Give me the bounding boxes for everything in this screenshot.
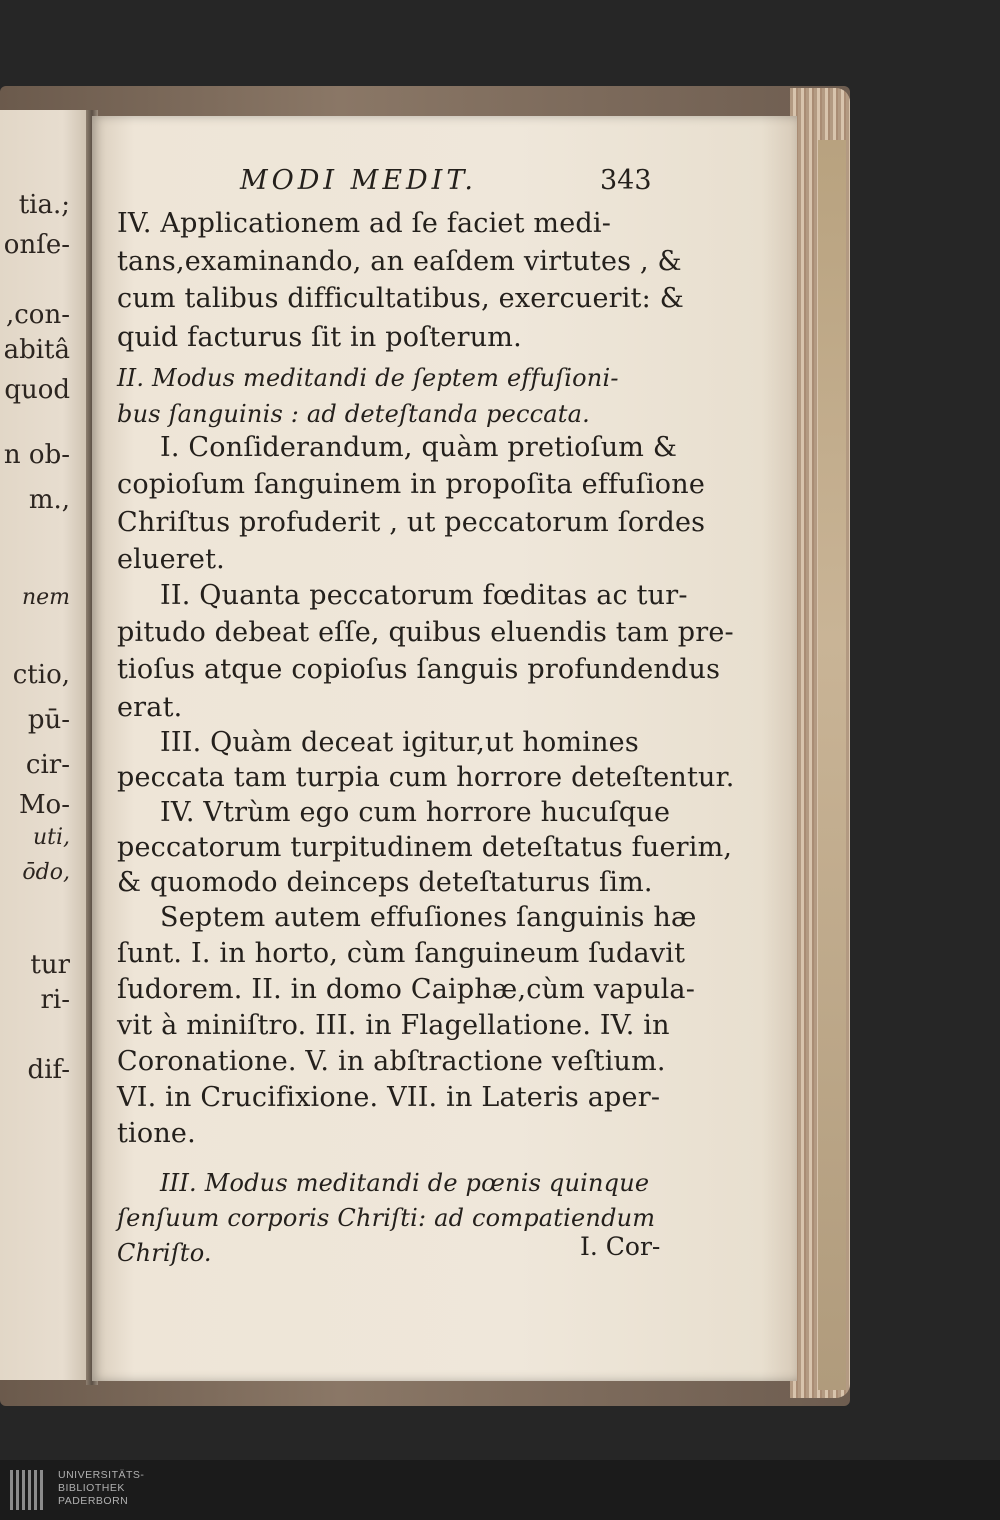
text-line: peccata tam turpia cum horrore deteſtentur. <box>117 762 735 793</box>
text-line: peccatorum turpitudinem deteſtatus fuerim, <box>117 832 733 863</box>
left-page-fragment: cir- <box>25 750 70 780</box>
text-line: I. Conſiderandum, quàm pretioſum & <box>160 432 678 463</box>
left-page-fragment: ,con- <box>5 300 70 330</box>
text-line: II. Quanta peccatorum fœditas ac tur- <box>160 580 688 611</box>
logo-line: UNIVERSITÄTS- <box>58 1469 145 1481</box>
left-page-fragment: ri- <box>40 985 70 1015</box>
text-line: ſunt. I. in horto, cùm ſanguineum ſudavit <box>117 938 686 969</box>
section-heading-line: III. Modus meditandi de pœnis quinque <box>160 1169 650 1197</box>
section-heading-line: II. Modus meditandi de ſeptem effuſioni- <box>117 364 619 392</box>
left-page-fragment: dif- <box>27 1055 70 1085</box>
left-page-fragment: abitâ <box>3 335 70 365</box>
left-page <box>0 110 90 1380</box>
left-page-fragment: nem <box>21 585 70 610</box>
section-heading-line: ſenſuum corporis Chriſti: ad compatiendum <box>117 1204 656 1232</box>
text-line: vit à miniſtro. III. in Flagellatione. IV. in <box>117 1010 670 1041</box>
left-page-fragment: ctio, <box>12 660 70 690</box>
text-line: pitudo debeat eſſe, quibus eluendis tam pre- <box>117 617 734 648</box>
left-page-fragment: ōdo, <box>22 860 70 885</box>
text-line: ſudorem. II. in domo Caiphæ,cùm vapula- <box>117 974 696 1005</box>
text-line: elueret. <box>117 544 225 575</box>
footer-bar <box>0 1460 1000 1520</box>
left-page-fragment: n ob- <box>3 440 70 470</box>
text-line: VI. in Crucifixione. VII. in Lateris aper- <box>117 1082 661 1113</box>
left-page-fragment: tia.; <box>18 190 70 220</box>
text-line: IV. Applicationem ad ſe faciet medi- <box>117 208 612 239</box>
logo-line: PADERBORN <box>58 1495 129 1507</box>
section-heading-line: Chriſto. <box>117 1239 212 1267</box>
text-line: tioſus atque copioſus ſanguis profundendus <box>117 654 721 685</box>
left-page-fragment: onſe- <box>3 230 70 260</box>
text-line: Coronatione. V. in abſtractione veſtium. <box>117 1046 666 1077</box>
text-line: erat. <box>117 692 183 723</box>
left-page-fragment: tur <box>30 950 70 980</box>
text-line: Chriſtus profuderit , ut peccatorum ſordes <box>117 507 706 538</box>
library-logo-text <box>58 1469 144 1508</box>
left-page-fragment: quod <box>4 375 70 405</box>
text-line: quid facturus ſit in poſterum. <box>117 322 522 353</box>
text-line: III. Quàm deceat igitur,ut homines <box>160 727 639 758</box>
catchword: I. Cor- <box>580 1232 661 1261</box>
left-page-fragment: uti, <box>32 825 70 850</box>
text-line: IV. Vtrùm ego cum horrore hucuſque <box>160 797 671 828</box>
next-page-edge-strip <box>818 140 846 1390</box>
text-line: & quomodo deinceps deteſtaturus ſim. <box>117 867 653 898</box>
left-page-fragment: m., <box>28 485 70 515</box>
running-head: MODI MEDIT. <box>240 165 477 196</box>
library-logo-icon <box>10 1470 50 1510</box>
page-number: 343 <box>600 165 652 196</box>
text-line: tione. <box>117 1118 196 1149</box>
text-line: copioſum ſanguinem in propoſita effuſione <box>117 469 706 500</box>
text-line: Septem autem effuſiones ſanguinis hæ <box>160 902 697 933</box>
text-line: cum talibus difficultatibus, exercuerit: & <box>117 283 684 314</box>
logo-line: BIBLIOTHEK <box>58 1482 125 1494</box>
section-heading-line: bus ſanguinis : ad deteſtanda peccata. <box>117 400 590 428</box>
text-line: tans,examinando, an eaſdem virtutes , & <box>117 246 682 277</box>
left-page-fragment: pū- <box>27 705 70 735</box>
left-page-fragment: Mo- <box>18 790 70 820</box>
